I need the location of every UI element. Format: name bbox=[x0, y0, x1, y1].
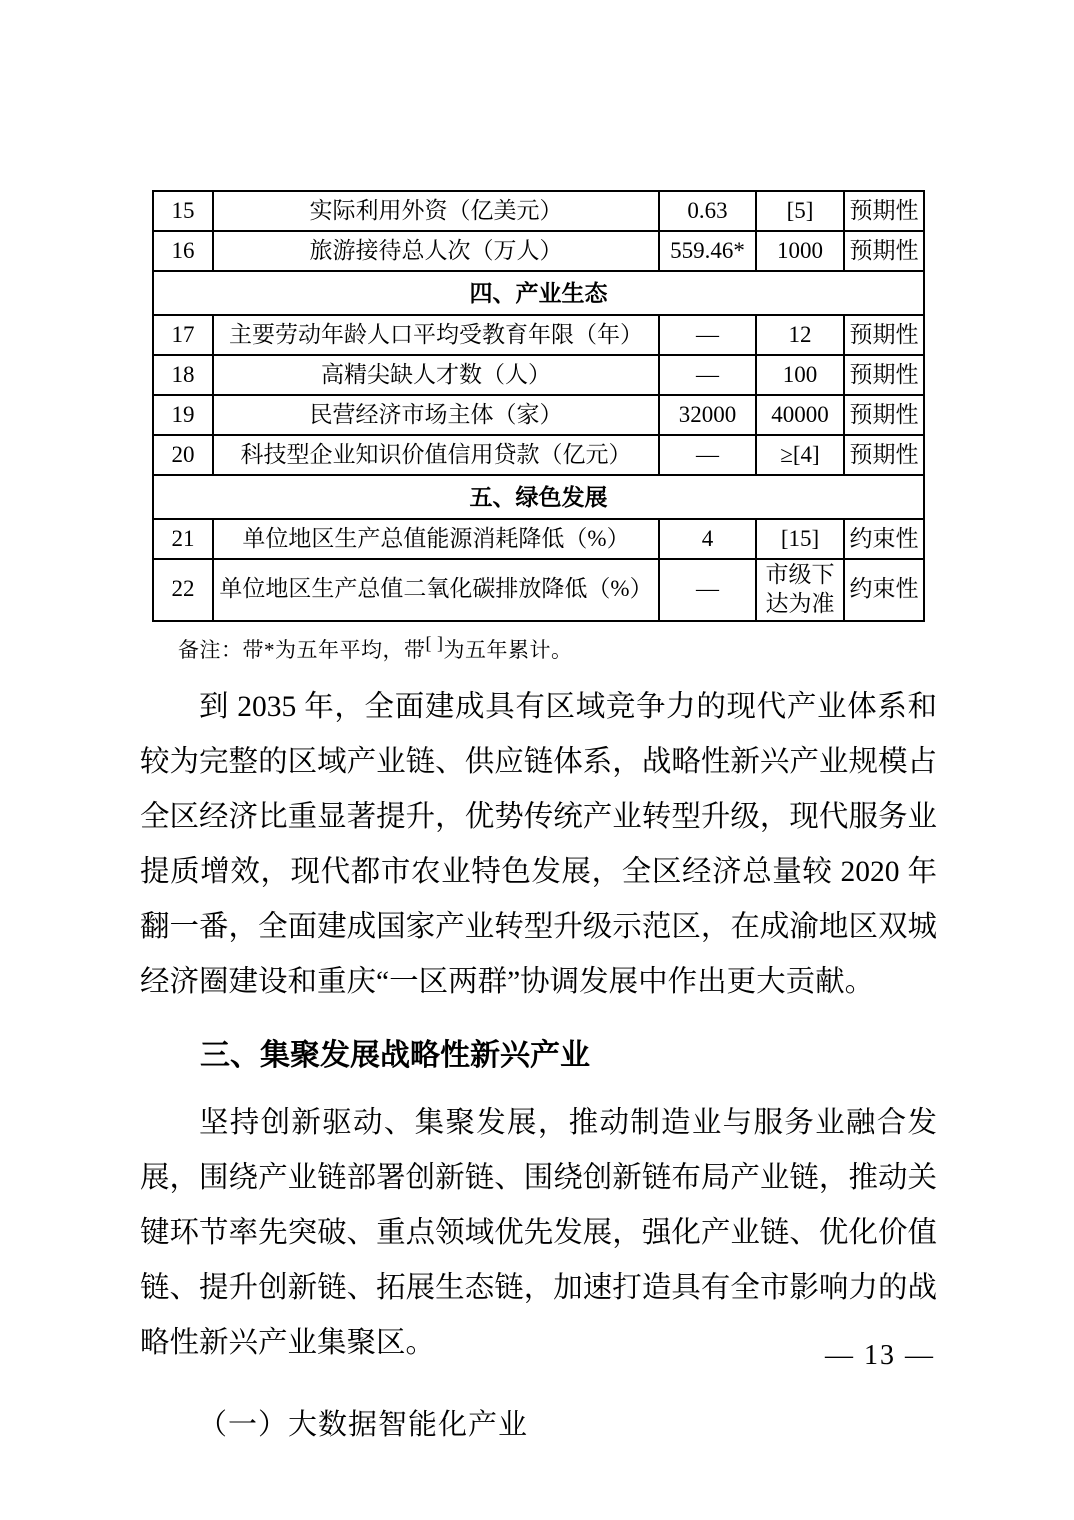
value-target-cell: 12 bbox=[756, 315, 844, 355]
value-target-cell: 100 bbox=[756, 355, 844, 395]
subsection-heading-bigdata: （一）大数据智能化产业 bbox=[198, 1408, 529, 1441]
indicator-cell: 高精尖缺人才数（人） bbox=[213, 355, 659, 395]
table-row bbox=[153, 231, 924, 271]
value-current-cell: 32000 bbox=[659, 395, 756, 435]
attribute-cell: 约束性 bbox=[844, 519, 924, 559]
table-row bbox=[153, 395, 924, 435]
value-current-cell: — bbox=[659, 435, 756, 475]
footnote-text-part1: 备注：带*为五年平均，带 bbox=[178, 637, 426, 662]
value-current-cell: — bbox=[659, 355, 756, 395]
value-current-cell: 4 bbox=[659, 519, 756, 559]
table-section-row bbox=[153, 475, 924, 519]
value-target-cell: [15] bbox=[756, 519, 844, 559]
paragraph-cluster-development: 坚持创新驱动、集聚发展，推动制造业与服务业融合发展，围绕产业链部署创新链、围绕创新链布局产业链，推动关键环节率先突破、重点领域优先发展，强化产业链、优化价值链、提升创新链、拓展生态链，加速打造具有全市影响力的战略性新兴产业集聚区。 bbox=[140, 1106, 937, 1359]
section-header-cell: 五、绿色发展 bbox=[153, 475, 924, 519]
row-number-cell: 15 bbox=[153, 191, 213, 231]
value-target-cell: [5] bbox=[756, 191, 844, 231]
row-number-cell: 21 bbox=[153, 519, 213, 559]
indicator-cell: 单位地区生产总值二氧化碳排放降低（%） bbox=[213, 559, 659, 621]
row-number-cell: 16 bbox=[153, 231, 213, 271]
row-number-cell: 19 bbox=[153, 395, 213, 435]
attribute-cell: 预期性 bbox=[844, 315, 924, 355]
value-current-cell: — bbox=[659, 559, 756, 621]
footnote-text-part2: 为五年累计。 bbox=[443, 637, 573, 662]
value-target-cell: ≥[4] bbox=[756, 435, 844, 475]
table-row bbox=[153, 355, 924, 395]
table-footnote bbox=[178, 634, 937, 664]
indicator-cell: 科技型企业知识价值信用贷款（亿元） bbox=[213, 435, 659, 475]
value-current-cell: 559.46* bbox=[659, 231, 756, 271]
table-row bbox=[153, 559, 924, 621]
value-current-cell: 0.63 bbox=[659, 191, 756, 231]
row-number-cell: 17 bbox=[153, 315, 213, 355]
body-text bbox=[140, 680, 937, 1445]
paragraph-2035-goals: 到 2035 年，全面建成具有区域竞争力的现代产业体系和较为完整的区域产业链、供应链体系，战略性新兴产业规模占全区经济比重显著提升，优势传统产业转型升级，现代服务业提质增效，现代都市农业特色发展，全区经济总量较 2020 年翻一番，全面建成国家产业转型升级示范区，在成渝地区双城经济圈建设和重庆“一区两群”协调发展中作出更大贡献。 bbox=[140, 690, 937, 998]
section-heading-3: 三、集聚发展战略性新兴产业 bbox=[200, 1038, 590, 1072]
indicator-cell: 单位地区生产总值能源消耗降低（%） bbox=[213, 519, 659, 559]
indicator-cell: 旅游接待总人次（万人） bbox=[213, 231, 659, 271]
indicators-table bbox=[152, 190, 925, 622]
table-row bbox=[153, 519, 924, 559]
value-target-cell: 1000 bbox=[756, 231, 844, 271]
indicator-cell: 实际利用外资（亿美元） bbox=[213, 191, 659, 231]
row-number-cell: 18 bbox=[153, 355, 213, 395]
row-number-cell: 20 bbox=[153, 435, 213, 475]
table-row bbox=[153, 191, 924, 231]
page-number: — 13 — bbox=[825, 1340, 935, 1371]
indicator-cell: 主要劳动年龄人口平均受教育年限（年） bbox=[213, 315, 659, 355]
attribute-cell: 约束性 bbox=[844, 559, 924, 621]
attribute-cell: 预期性 bbox=[844, 191, 924, 231]
document-content bbox=[140, 190, 937, 1445]
table-section-row bbox=[153, 271, 924, 315]
value-target-cell: 40000 bbox=[756, 395, 844, 435]
table-row bbox=[153, 435, 924, 475]
section-header-cell: 四、产业生态 bbox=[153, 271, 924, 315]
attribute-cell: 预期性 bbox=[844, 231, 924, 271]
attribute-cell: 预期性 bbox=[844, 435, 924, 475]
indicator-cell: 民营经济市场主体（家） bbox=[213, 395, 659, 435]
table-row bbox=[153, 315, 924, 355]
attribute-cell: 预期性 bbox=[844, 355, 924, 395]
value-target-cell: 市级下达为准 bbox=[756, 559, 844, 621]
footnote-brackets: [ ] bbox=[425, 632, 444, 653]
row-number-cell: 22 bbox=[153, 559, 213, 621]
value-current-cell: — bbox=[659, 315, 756, 355]
attribute-cell: 预期性 bbox=[844, 395, 924, 435]
